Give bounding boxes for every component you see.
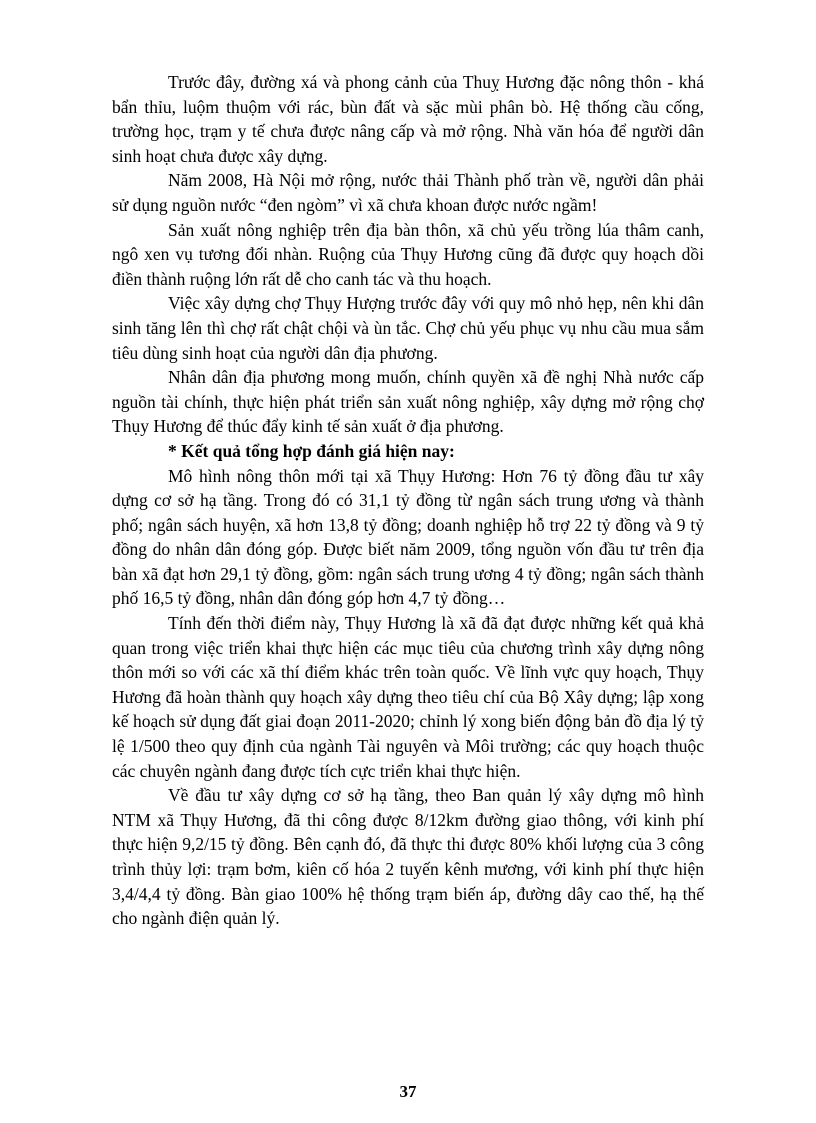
- section-heading: * Kết quả tổng hợp đánh giá hiện nay:: [168, 440, 455, 461]
- paragraph-infrastructure: Về đầu tư xây dựng cơ sở hạ tầng, theo Ban quản lý xây dựng mô hình NTM xã Thụy Hương, đã thi công được 8/12km đường giao thông, với kinh phí thực hiện 9,2/15 tỷ đồng. Bên cạnh đó, đã thực thi được 80% khối lượng của 3 công trình thủy lợi: trạm bơm, kiên cố hóa 2 tuyến kênh mương, với kinh phí thực hiện 3,4/4,4 tỷ đồng. Bàn giao 100% hệ thống trạm biến áp, đường dây cao thế, hạ thế cho ngành điện quản lý.: [112, 785, 704, 929]
- paragraph-market: Việc xây dựng chợ Thụy Hượng trước đây với quy mô nhỏ hẹp, nên khi dân sinh tăng lên thì chợ rất chật chội và ùn tắc. Chợ chủ yếu phục vụ nhu cầu mua sắm tiêu dùng sinh hoạt của người dân địa phương.: [112, 293, 704, 363]
- paragraph-water-2008: Năm 2008, Hà Nội mở rộng, nước thải Thành phố tràn về, người dân phải sử dụng nguồn nước “đen ngòm” vì xã chưa khoan được nước ngầm!: [112, 170, 704, 215]
- paragraph-agriculture: Sản xuất nông nghiệp trên địa bàn thôn, xã chủ yếu trồng lúa thâm canh, ngô xen vụ tương đối nhàn. Ruộng của Thụy Hương cũng đã được quy hoạch dồi điền thành ruộng lớn rất dễ cho canh tác và thu hoạch.: [112, 219, 704, 289]
- paragraph-results: Tính đến thời điểm này, Thụy Hương là xã đã đạt được những kết quả khả quan trong việc triển khai thực hiện các mục tiêu của chương trình xây dựng nông thôn mới so với các xã thí điểm khác trên toàn quốc. Về lĩnh vực quy hoạch, Thụy Hương đã hoàn thành quy hoạch xây dựng theo tiêu chí của Bộ Xây dựng; lập xong kế hoạch sử dụng đất giai đoạn 2011-2020; chỉnh lý xong biến động bản đồ địa lý tỷ lệ 1/500 theo quy định của ngành Tài nguyên và Môi trường; các quy hoạch thuộc các chuyên ngành đang được tích cực triển khai thực hiện.: [112, 613, 704, 781]
- paragraph-proposal: Nhân dân địa phương mong muốn, chính quyền xã đề nghị Nhà nước cấp nguồn tài chính, thực hiện phát triển sản xuất nông nghiệp, xây dựng mở rộng chợ Thụy Hương để thúc đẩy kinh tế sản xuất ở địa phương.: [112, 367, 704, 437]
- paragraph-village-before: Trước đây, đường xá và phong cảnh của Thuỵ Hương đặc nông thôn - khá bẩn thỉu, luộm thuộm với rác, bùn đất và sặc mùi phân bò. Hệ thống cầu cống, trường học, trạm y tế chưa được nâng cấp và mở rộng. Nhà văn hóa để người dân sinh hoạt chưa được xây dựng.: [112, 72, 704, 166]
- page-number: 37: [399, 1082, 417, 1101]
- page-body: [112, 70, 704, 931]
- paragraph-investment: Mô hình nông thôn mới tại xã Thụy Hương: Hơn 76 tỷ đồng đầu tư xây dựng cơ sở hạ tầng. Trong đó có 31,1 tỷ đồng từ ngân sách trung ương và thành phố; ngân sách huyện, xã hơn 13,8 tỷ đồng; doanh nghiệp hỗ trợ 22 tỷ đồng và 9 tỷ đồng do nhân dân đóng góp. Được biết năm 2009, tổng nguồn vốn đầu tư trên địa bàn xã đạt hơn 29,1 tỷ đồng, gồm: ngân sách trung ương 4 tỷ đồng; ngân sách thành phố 16,5 tỷ đồng, nhân dân đóng góp hơn 4,7 tỷ đồng…: [112, 465, 704, 609]
